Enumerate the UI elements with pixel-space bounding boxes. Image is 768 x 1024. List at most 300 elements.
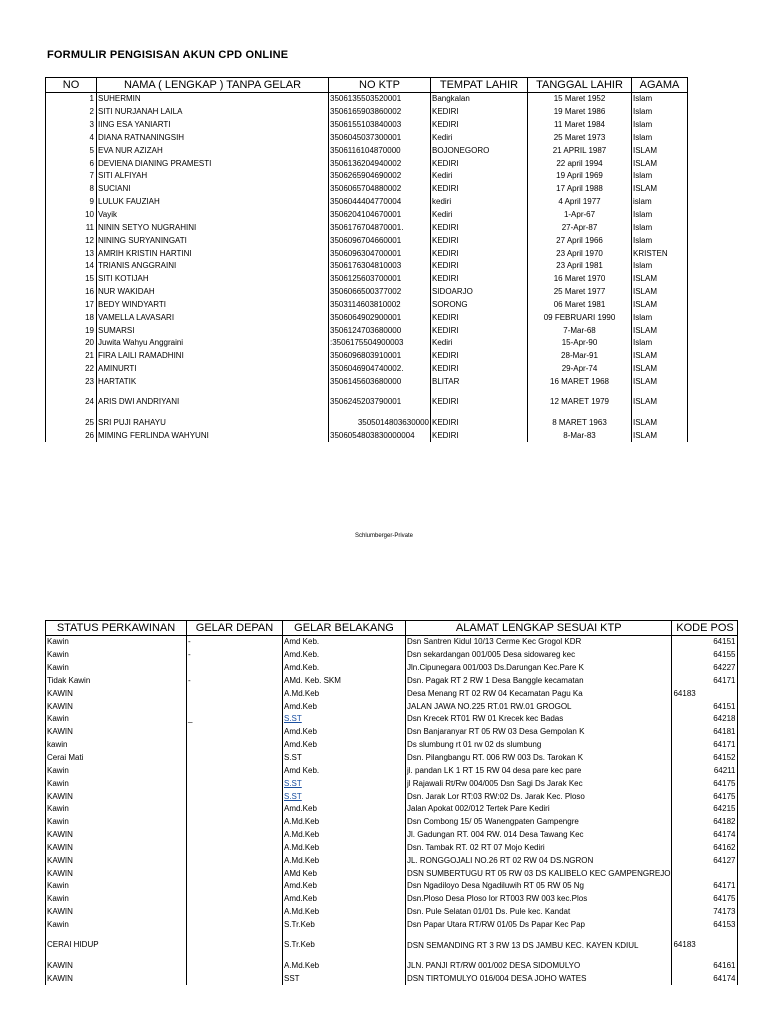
header-no-ktp: NO KTP xyxy=(329,78,431,93)
cell-status-perkawinan: Tidak Kawin xyxy=(46,675,187,688)
cell-tempat-lahir: Kediri xyxy=(431,209,528,222)
cell-alamat: Dsn. Pilangbangu RT. 006 RW 003 Ds. Tarokan K xyxy=(406,752,672,765)
cell-kode-pos: 64174 xyxy=(672,972,738,985)
table-header-row xyxy=(46,621,738,636)
table-row xyxy=(46,972,738,985)
cell-tanggal-lahir: 06 Maret 1981 xyxy=(528,299,632,312)
cell-status-perkawinan: KAWIN xyxy=(46,687,187,700)
cell-status-perkawinan: Kawin xyxy=(46,803,187,816)
table-row xyxy=(46,350,688,363)
table-row xyxy=(46,299,688,312)
cell-nama: Vayik xyxy=(97,209,329,222)
cell-tempat-lahir: Bangkalan xyxy=(431,93,528,106)
cell-tanggal-lahir: 11 Maret 1984 xyxy=(528,119,632,132)
cell-tanggal-lahir: 15 Maret 1952 xyxy=(528,93,632,106)
table-row xyxy=(46,311,688,324)
cell-kode-pos: 64182 xyxy=(672,816,738,829)
cell-gelar-depan xyxy=(187,687,283,700)
cell-agama: Islam xyxy=(632,260,688,273)
cell-agama: ISLAM xyxy=(632,376,688,389)
cell-tanggal-lahir: 25 Maret 1977 xyxy=(528,286,632,299)
table-row xyxy=(46,286,688,299)
cell-tempat-lahir: KEDIRI xyxy=(431,388,528,416)
table-row xyxy=(46,919,738,932)
cell-gelar-depan xyxy=(187,972,283,985)
cell-gelar-belakang: S.Tr.Keb xyxy=(283,931,406,959)
cell-no-ktp: 3506176704870001. xyxy=(329,221,431,234)
cell-tanggal-lahir: 19 April 1969 xyxy=(528,170,632,183)
cell-tanggal-lahir: 8-Mar-83 xyxy=(528,429,632,442)
cell-gelar-belakang: SST xyxy=(283,972,406,985)
cell-agama: Islam xyxy=(632,337,688,350)
address-table xyxy=(45,620,738,985)
cell-no-ktp: 3506096704660001 xyxy=(329,234,431,247)
table-row xyxy=(46,196,688,209)
table-row xyxy=(46,144,688,157)
cell-tanggal-lahir: 15-Apr-90 xyxy=(528,337,632,350)
cell-no-ktp: 3506145603680000 xyxy=(329,376,431,389)
table-row xyxy=(46,636,738,649)
cell-no: 4 xyxy=(46,132,97,145)
table-header-row xyxy=(46,78,688,93)
cell-kode-pos: 64127 xyxy=(672,854,738,867)
cell-nama: SITI KOTIJAH xyxy=(97,273,329,286)
header-agama: AGAMA xyxy=(632,78,688,93)
cell-kode-pos: 64215 xyxy=(672,803,738,816)
table-row xyxy=(46,959,738,972)
cell-alamat: Dsn Combong 15/ 05 Wanengpaten Gampengre xyxy=(406,816,672,829)
participant-table xyxy=(45,77,688,442)
table-row xyxy=(46,388,688,416)
cell-gelar-depan xyxy=(187,919,283,932)
cell-tanggal-lahir: 29-Apr-74 xyxy=(528,363,632,376)
cell-status-perkawinan: Kawin xyxy=(46,777,187,790)
table-row xyxy=(46,893,738,906)
cell-tanggal-lahir: 17 April 1988 xyxy=(528,183,632,196)
cell-kode-pos: 64183 xyxy=(672,931,738,959)
header-alamat: ALAMAT LENGKAP SESUAI KTP xyxy=(406,621,672,636)
cell-kode-pos: 64161 xyxy=(672,959,738,972)
cell-no: 15 xyxy=(46,273,97,286)
cell-alamat: JLN. PANJI RT/RW 001/002 DESA SIDOMULYO xyxy=(406,959,672,972)
cell-tanggal-lahir: 27-Apr-87 xyxy=(528,221,632,234)
cell-gelar-belakang: Amd.Keb xyxy=(283,726,406,739)
table-row xyxy=(46,273,688,286)
cell-gelar-belakang: Amd.Keb xyxy=(283,893,406,906)
cell-nama: SUMARSI xyxy=(97,324,329,337)
cell-nama: NININ SETYO NUGRAHINI xyxy=(97,221,329,234)
cell-gelar-depan xyxy=(187,842,283,855)
cell-status-perkawinan: kawin xyxy=(46,739,187,752)
cell-gelar-depan xyxy=(187,700,283,713)
cell-no: 17 xyxy=(46,299,97,312)
cell-no: 24 xyxy=(46,388,97,416)
cell-gelar-depan: - xyxy=(187,636,283,649)
cell-gelar-belakang: S.ST xyxy=(283,752,406,765)
cell-tanggal-lahir: 7-Mar-68 xyxy=(528,324,632,337)
cell-status-perkawinan: Kawin xyxy=(46,649,187,662)
cell-status-perkawinan: Kawin xyxy=(46,662,187,675)
cell-agama: Islam xyxy=(632,234,688,247)
cell-kode-pos: 64175 xyxy=(672,790,738,803)
cell-tempat-lahir: KEDIRI xyxy=(431,234,528,247)
cell-kode-pos: 64183 xyxy=(672,687,738,700)
cell-nama: ARIS DWI ANDRIYANI xyxy=(97,388,329,416)
cell-tanggal-lahir: 16 MARET 1968 xyxy=(528,376,632,389)
cell-alamat: Dsn Krecek RT01 RW 01 Krecek kec Badas xyxy=(406,713,672,726)
cell-gelar-belakang: Amd.Keb xyxy=(283,880,406,893)
cell-kode-pos: 64155 xyxy=(672,649,738,662)
cell-kode-pos: 64227 xyxy=(672,662,738,675)
cell-gelar-belakang: Amd Keb. xyxy=(283,764,406,777)
table-row xyxy=(46,363,688,376)
cell-tempat-lahir: KEDIRI xyxy=(431,363,528,376)
cell-status-perkawinan: Kawin xyxy=(46,880,187,893)
cell-tanggal-lahir: 19 Maret 1986 xyxy=(528,106,632,119)
table-row xyxy=(46,247,688,260)
cell-nama: IING ESA YANIARTI xyxy=(97,119,329,132)
cell-nama: Juwita Wahyu Anggraini xyxy=(97,337,329,350)
cell-nama: NINING SURYANINGATI xyxy=(97,234,329,247)
cell-gelar-depan xyxy=(187,803,283,816)
cell-gelar-belakang: A.Md.Keb xyxy=(283,816,406,829)
cell-gelar-depan xyxy=(187,906,283,919)
cell-nama: BEDY WINDYARTI xyxy=(97,299,329,312)
cell-status-perkawinan: KAWIN xyxy=(46,972,187,985)
cell-nama: EVA NUR AZIZAH xyxy=(97,144,329,157)
cell-no: 13 xyxy=(46,247,97,260)
cell-gelar-depan xyxy=(187,764,283,777)
cell-no-ktp: 3506065704880002 xyxy=(329,183,431,196)
cell-no-ktp: 3506135503520001 xyxy=(329,93,431,106)
header-status-perkawinan: STATUS PERKAWINAN xyxy=(46,621,187,636)
cell-tanggal-lahir: 27 April 1966 xyxy=(528,234,632,247)
table-row xyxy=(46,376,688,389)
cell-no: 23 xyxy=(46,376,97,389)
cell-agama: ISLAM xyxy=(632,299,688,312)
cell-gelar-depan xyxy=(187,854,283,867)
table-row xyxy=(46,700,738,713)
cell-kode-pos: 64171 xyxy=(672,675,738,688)
cell-no-ktp: 3506064902900001 xyxy=(329,311,431,324)
table-row xyxy=(46,234,688,247)
cell-tempat-lahir: KEDIRI xyxy=(431,247,528,260)
cell-no: 22 xyxy=(46,363,97,376)
cell-status-perkawinan: KAWIN xyxy=(46,842,187,855)
table-row xyxy=(46,93,688,106)
cell-agama: Islam xyxy=(632,132,688,145)
cell-no-ktp: 3506155103840003 xyxy=(329,119,431,132)
cell-gelar-depan xyxy=(187,726,283,739)
cell-agama: Islam xyxy=(632,93,688,106)
header-no: NO xyxy=(46,78,97,93)
cell-tempat-lahir: SIDOARJO xyxy=(431,286,528,299)
cell-status-perkawinan: KAWIN xyxy=(46,726,187,739)
cell-nama: SUHERMIN xyxy=(97,93,329,106)
cell-alamat: Dsn Banjaranyar RT 05 RW 03 Desa Gempolan K xyxy=(406,726,672,739)
cell-no-ktp: 3506165903860002 xyxy=(329,106,431,119)
cell-nama: SITI ALFIYAH xyxy=(97,170,329,183)
cell-agama: ISLAM xyxy=(632,324,688,337)
table-row xyxy=(46,842,738,855)
cell-no: 25 xyxy=(46,416,97,429)
cell-gelar-depan xyxy=(187,880,283,893)
cell-no-ktp: 3506045037300001 xyxy=(329,132,431,145)
cell-alamat: Dsn. Jarak Lor RT:03 RW:02 Ds. Jarak Kec. Ploso xyxy=(406,790,672,803)
table-row xyxy=(46,221,688,234)
cell-tanggal-lahir: 28-Mar-91 xyxy=(528,350,632,363)
cell-kode-pos: 64211 xyxy=(672,764,738,777)
table-row xyxy=(46,106,688,119)
cell-agama: ISLAM xyxy=(632,429,688,442)
cell-gelar-depan xyxy=(187,816,283,829)
cell-agama: KRISTEN xyxy=(632,247,688,260)
cell-tanggal-lahir: 25 Maret 1973 xyxy=(528,132,632,145)
cell-gelar-belakang: A.Md.Keb xyxy=(283,687,406,700)
cell-gelar-belakang: AMd. Keb. SKM xyxy=(283,675,406,688)
cell-tempat-lahir: KEDIRI xyxy=(431,350,528,363)
cell-tempat-lahir: KEDIRI xyxy=(431,311,528,324)
cell-status-perkawinan: KAWIN xyxy=(46,959,187,972)
cell-no: 6 xyxy=(46,157,97,170)
cell-gelar-belakang xyxy=(283,777,406,790)
table-row xyxy=(46,119,688,132)
cell-nama: FIRA LAILI RAMADHINI xyxy=(97,350,329,363)
cell-no-ktp: 3506046904740002. xyxy=(329,363,431,376)
cell-no: 18 xyxy=(46,311,97,324)
cell-no-ktp: :3506175504900003 xyxy=(329,337,431,350)
cell-no-ktp: 3506245203790001 xyxy=(329,388,431,416)
table-row xyxy=(46,790,738,803)
cell-tanggal-lahir: 12 MARET 1979 xyxy=(528,388,632,416)
cell-no-ktp: 3506136204940002 xyxy=(329,157,431,170)
cell-gelar-belakang: A.Md.Keb xyxy=(283,842,406,855)
cell-no: 26 xyxy=(46,429,97,442)
header-gelar-belakang: GELAR BELAKANG xyxy=(283,621,406,636)
cell-no: 5 xyxy=(46,144,97,157)
cell-status-perkawinan: KAWIN xyxy=(46,790,187,803)
cell-agama: Islam xyxy=(632,106,688,119)
cell-no: 2 xyxy=(46,106,97,119)
table-row xyxy=(46,854,738,867)
cell-status-perkawinan: KAWIN xyxy=(46,906,187,919)
cell-gelar-belakang: Amd.Keb xyxy=(283,803,406,816)
cell-status-perkawinan: KAWIN xyxy=(46,854,187,867)
table-row xyxy=(46,880,738,893)
cell-tanggal-lahir: 09 FEBRUARI 1990 xyxy=(528,311,632,324)
table-row xyxy=(46,416,688,429)
cell-kode-pos xyxy=(672,867,738,880)
cell-kode-pos: 64218 xyxy=(672,713,738,726)
cell-status-perkawinan: KAWIN xyxy=(46,867,187,880)
cell-tempat-lahir: kediri xyxy=(431,196,528,209)
cell-gelar-belakang: A.Md.Keb xyxy=(283,906,406,919)
cell-status-perkawinan: Kawin xyxy=(46,919,187,932)
cell-nama: SUCIANI xyxy=(97,183,329,196)
cell-tempat-lahir: KEDIRI xyxy=(431,221,528,234)
table-row xyxy=(46,739,738,752)
cell-gelar-belakang: Amd.Keb xyxy=(283,700,406,713)
cell-tempat-lahir: Kediri xyxy=(431,337,528,350)
cell-tempat-lahir: KEDIRI xyxy=(431,106,528,119)
cell-gelar-belakang: Amd.Keb. xyxy=(283,649,406,662)
cell-no-ktp: 3506125603700001 xyxy=(329,273,431,286)
cell-status-perkawinan: KAWIN xyxy=(46,829,187,842)
cell-tempat-lahir: KEDIRI xyxy=(431,183,528,196)
cell-nama: MIMING FERLINDA WAHYUNI xyxy=(97,429,329,442)
table-row xyxy=(46,337,688,350)
table-row xyxy=(46,170,688,183)
table-row xyxy=(46,867,738,880)
table-row xyxy=(46,209,688,222)
cell-nama: SRI PUJI RAHAYU xyxy=(97,416,329,429)
cell-alamat: Ds slumbung rt 01 rw 02 ds slumbung xyxy=(406,739,672,752)
cell-gelar-depan: - xyxy=(187,675,283,688)
table-row xyxy=(46,829,738,842)
cell-tanggal-lahir: 23 April 1970 xyxy=(528,247,632,260)
header-gelar-depan: GELAR DEPAN xyxy=(187,621,283,636)
cell-gelar-depan: _ xyxy=(187,713,283,726)
cell-kode-pos: 74173 xyxy=(672,906,738,919)
table-row xyxy=(46,777,738,790)
cell-alamat: Dsn.Ploso Desa Ploso lor RT003 RW 003 kec.Plos xyxy=(406,893,672,906)
table-row xyxy=(46,183,688,196)
cell-status-perkawinan: Cerai Mati xyxy=(46,752,187,765)
cell-no-ktp: 3506124703680000 xyxy=(329,324,431,337)
cell-tanggal-lahir: 16 Maret 1970 xyxy=(528,273,632,286)
cell-no-ktp: 3506054803830000004 xyxy=(329,429,431,442)
table-row xyxy=(46,675,738,688)
cell-nama: DIANA RATNANINGSIH xyxy=(97,132,329,145)
cell-alamat: Dsn Papar Utara RT/RW 01/05 Ds Papar Kec Pap xyxy=(406,919,672,932)
cell-alamat: DSN SEMANDING RT 3 RW 13 DS JAMBU KEC. KAYEN KDIUL xyxy=(406,931,672,959)
table-row xyxy=(46,157,688,170)
cell-agama: islam xyxy=(632,196,688,209)
cell-tempat-lahir: KEDIRI xyxy=(431,273,528,286)
gelar-link[interactable]: S.ST xyxy=(284,791,302,801)
cell-tanggal-lahir: 1-Apr-67 xyxy=(528,209,632,222)
table-row xyxy=(46,764,738,777)
cell-agama: ISLAM xyxy=(632,388,688,416)
table-row xyxy=(46,726,738,739)
cell-gelar-depan xyxy=(187,867,283,880)
cell-no: 19 xyxy=(46,324,97,337)
cell-gelar-depan xyxy=(187,752,283,765)
cell-alamat: Dsn sekardangan 001/005 Desa sidowareg kec xyxy=(406,649,672,662)
cell-no-ktp: 3506044404770004 xyxy=(329,196,431,209)
cell-alamat: DSN SUMBERTUGU RT 05 RW 03 DS KALIBELO KEC GAMPENGREJO xyxy=(406,867,672,880)
cell-agama: ISLAM xyxy=(632,416,688,429)
cell-tempat-lahir: Kediri xyxy=(431,132,528,145)
cell-alamat: JALAN JAWA NO.225 RT.01 RW.01 GROGOL xyxy=(406,700,672,713)
cell-no: 10 xyxy=(46,209,97,222)
header-tempat-lahir: TEMPAT LAHIR xyxy=(431,78,528,93)
cell-tempat-lahir: KEDIRI xyxy=(431,324,528,337)
cell-status-perkawinan: Kawin xyxy=(46,636,187,649)
table-row xyxy=(46,324,688,337)
table-row xyxy=(46,713,738,726)
cell-agama: ISLAM xyxy=(632,157,688,170)
cell-gelar-belakang: AMd Keb xyxy=(283,867,406,880)
cell-alamat: Dsn. Tambak RT. 02 RT 07 Mojo Kediri xyxy=(406,842,672,855)
cell-kode-pos: 64151 xyxy=(672,700,738,713)
cell-kode-pos: 64171 xyxy=(672,880,738,893)
cell-agama: ISLAM xyxy=(632,183,688,196)
cell-kode-pos: 64152 xyxy=(672,752,738,765)
cell-kode-pos: 64181 xyxy=(672,726,738,739)
cell-status-perkawinan: Kawin xyxy=(46,713,187,726)
table-row xyxy=(46,816,738,829)
cell-status-perkawinan: KAWIN xyxy=(46,700,187,713)
cell-alamat: Jl. Gadungan RT. 004 RW. 014 Desa Tawang Kec xyxy=(406,829,672,842)
cell-kode-pos: 64174 xyxy=(672,829,738,842)
cell-tempat-lahir: KEDIRI xyxy=(431,157,528,170)
cell-agama: Islam xyxy=(632,119,688,132)
cell-no: 12 xyxy=(46,234,97,247)
table-row xyxy=(46,260,688,273)
cell-nama: AMINURTI xyxy=(97,363,329,376)
cell-gelar-depan xyxy=(187,662,283,675)
cell-no-ktp: 3503114603810002 xyxy=(329,299,431,312)
cell-no: 8 xyxy=(46,183,97,196)
cell-tempat-lahir: KEDIRI xyxy=(431,119,528,132)
cell-kode-pos: 64171 xyxy=(672,739,738,752)
cell-alamat: JL. RONGGOJALI NO.26 RT 02 RW 04 DS.NGRON xyxy=(406,854,672,867)
cell-status-perkawinan: CERAI HIDUP xyxy=(46,931,187,959)
cell-agama: ISLAM xyxy=(632,144,688,157)
footer-label: Schlumberger-Private xyxy=(354,533,414,539)
cell-no-ktp: 3506265904690002 xyxy=(329,170,431,183)
cell-tempat-lahir: BLITAR xyxy=(431,376,528,389)
cell-no-ktp: 3506176304810003 xyxy=(329,260,431,273)
table-row xyxy=(46,687,738,700)
cell-gelar-depan xyxy=(187,790,283,803)
cell-agama: Islam xyxy=(632,311,688,324)
cell-no: 21 xyxy=(46,350,97,363)
table-row xyxy=(46,649,738,662)
table-row xyxy=(46,906,738,919)
cell-tempat-lahir: SORONG xyxy=(431,299,528,312)
cell-agama: ISLAM xyxy=(632,363,688,376)
cell-no-ktp: 3506066500377002 xyxy=(329,286,431,299)
cell-gelar-depan: - xyxy=(187,649,283,662)
gelar-link[interactable]: S.ST xyxy=(284,778,302,788)
cell-agama: Islam xyxy=(632,221,688,234)
cell-kode-pos: 64162 xyxy=(672,842,738,855)
cell-nama: DEVIENA DIANING PRAMESTI xyxy=(97,157,329,170)
cell-tanggal-lahir: 22 april 1994 xyxy=(528,157,632,170)
cell-no: 3 xyxy=(46,119,97,132)
cell-agama: ISLAM xyxy=(632,286,688,299)
cell-nama: AMRIH KRISTIN HARTINI xyxy=(97,247,329,260)
header-nama: NAMA ( LENGKAP ) TANPA GELAR xyxy=(97,78,329,93)
cell-gelar-depan xyxy=(187,777,283,790)
cell-kode-pos: 64153 xyxy=(672,919,738,932)
cell-kode-pos: 64151 xyxy=(672,636,738,649)
cell-alamat: Dsn Santren Kidul 10/13 Cerme Kec Grogol KDR xyxy=(406,636,672,649)
cell-gelar-belakang xyxy=(283,713,406,726)
cell-tanggal-lahir: 8 MARET 1963 xyxy=(528,416,632,429)
cell-alamat: Dsn. Pagak RT 2 RW 1 Desa Banggle kecamatan xyxy=(406,675,672,688)
cell-no: 1 xyxy=(46,93,97,106)
gelar-link[interactable]: S.ST xyxy=(284,714,302,724)
table-row xyxy=(46,429,688,442)
table-row xyxy=(46,752,738,765)
cell-alamat: Jln.Cipunegara 001/003 Ds.Darungan Kec.Pare K xyxy=(406,662,672,675)
table-row xyxy=(46,662,738,675)
cell-alamat: Dsn Ngadiloyo Desa Ngadiluwih RT 05 RW 05 Ng xyxy=(406,880,672,893)
cell-tempat-lahir: KEDIRI xyxy=(431,260,528,273)
